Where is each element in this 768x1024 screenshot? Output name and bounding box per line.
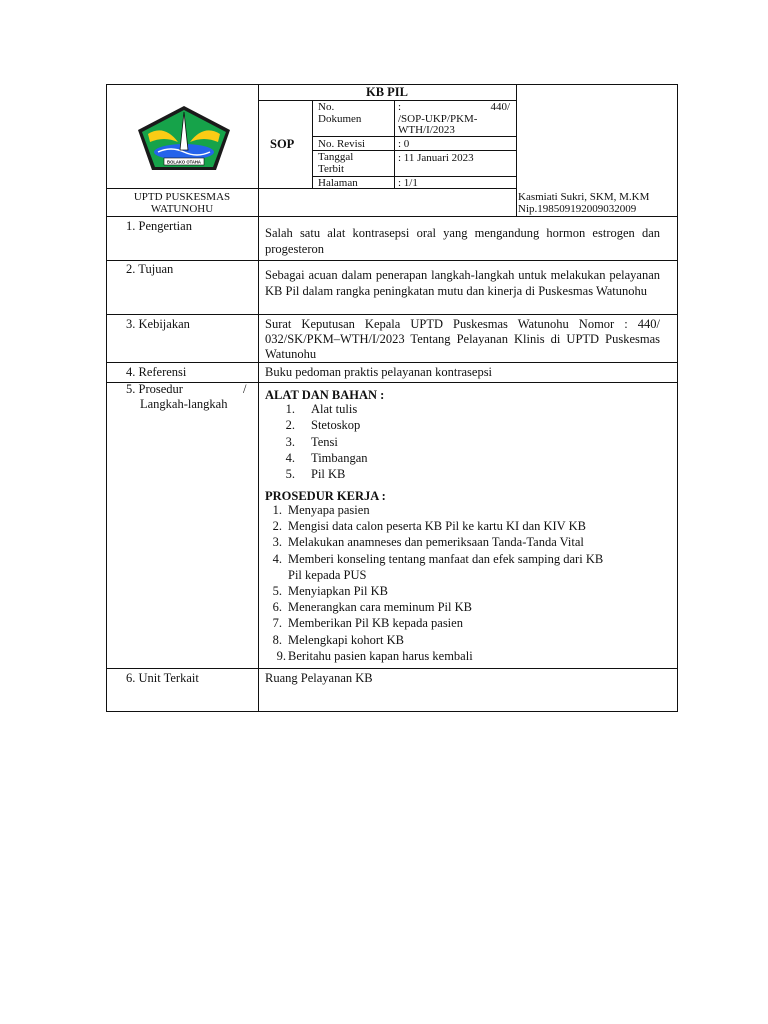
list-text: Pil KB (311, 467, 346, 482)
prosedur-kerja-heading: PROSEDUR KERJA : (265, 489, 386, 503)
divider (312, 100, 313, 188)
divider (394, 100, 395, 188)
list-item (265, 402, 645, 418)
document-title: KB PIL (365, 85, 409, 99)
list-item (265, 616, 660, 632)
list-item (265, 435, 645, 451)
section-label-referensi: 4. Referensi (126, 365, 187, 379)
section-label-tujuan: 2. Tujuan (126, 262, 174, 276)
tanggal-label: Terbit (318, 163, 345, 175)
list-number: 1. (285, 402, 295, 416)
doc-no-colon: : (398, 101, 402, 113)
org-name: WATUNOHU (150, 203, 214, 215)
divider (106, 188, 258, 189)
prosedur-kerja-list (265, 503, 660, 665)
list-item (265, 519, 660, 535)
list-text: Memberi konseling tentang manfaat dan efek samping dari KB (288, 551, 604, 566)
list-text: Menyiapkan Pil KB (288, 583, 388, 598)
section-text-referensi: Buku pedoman praktis pelayanan kontrasepsi (265, 365, 493, 379)
list-item (265, 633, 660, 649)
list-text: Stetoskop (311, 418, 361, 433)
section-label-prosedur: Langkah-langkah (140, 397, 228, 411)
list-item (265, 503, 660, 519)
list-number: 2. (285, 418, 295, 433)
section-label-prosedur-slash: / (243, 382, 247, 396)
divider (312, 136, 516, 137)
section-label-unit-terkait: 6. Unit Terkait (126, 671, 199, 685)
section-text-pengertian: Salah satu alat kontrasepsi oral yang mengandung hormon estrogen dan progesteron (265, 226, 660, 256)
org-name: UPTD PUSKESMAS (133, 191, 231, 203)
puskesmas-logo (134, 102, 234, 174)
list-text: Melengkapi kohort KB (288, 632, 404, 647)
section-text-tujuan: Sebagai acuan dalam penerapan langkah-langkah untuk melakukan pelayanan KB Pil dalam rangka peningkatan mutu dan kinerja di Puskesmas Watunohu (265, 268, 660, 298)
list-item (265, 535, 660, 551)
doc-no-label: Dokumen (318, 113, 362, 125)
tanggal-value: : 11 Januari 2023 (398, 152, 474, 164)
list-number: 5. (285, 467, 295, 482)
sop-label: SOP (270, 137, 295, 151)
list-number: 8. (272, 632, 282, 647)
list-text: Tensi (311, 434, 338, 449)
list-item (265, 600, 660, 616)
list-item (265, 552, 660, 584)
list-number: 3. (285, 434, 295, 449)
list-text-continued: Pil kepada PUS (288, 567, 367, 582)
alat-bahan-heading: ALAT DAN BAHAN : (265, 388, 385, 402)
divider (106, 260, 678, 261)
list-item (265, 584, 660, 600)
tanggal-label: Tanggal (318, 151, 354, 163)
halaman-label: Halaman (318, 177, 358, 189)
section-text-unit-terkait: Ruang Pelayanan KB (265, 671, 373, 685)
list-number: 5. (272, 583, 282, 598)
section-label-pengertian: 1. Pengertian (126, 219, 192, 233)
list-text: Mengisi data calon peserta KB Pil ke kartu KI dan KIV KB (288, 519, 586, 534)
divider (106, 382, 678, 383)
doc-no-value: /SOP-UKP/PKM- (398, 113, 478, 125)
doc-no-value: 440/ (490, 101, 510, 113)
doc-no-value: WTH/I/2023 (398, 124, 455, 136)
signatory-nip: Nip.198509192009032009 (518, 203, 637, 215)
list-number: 6. (272, 600, 282, 615)
divider (106, 314, 678, 315)
list-text: Memberikan Pil KB kepada pasien (288, 616, 463, 631)
list-number: 1. (272, 503, 282, 517)
list-text: Alat tulis (311, 402, 358, 416)
revisi-value: : 0 (398, 138, 410, 150)
list-item (265, 418, 645, 434)
list-text: Timbangan (311, 450, 368, 465)
section-text-kebijakan: Surat Keputusan Kepala UPTD Puskesmas Watunohu Nomor : 440/ 032/SK/PKM–WTH/I/2023 Tentang Pelayanan Klinis di UPTD Puskesmas Watunohu (265, 317, 660, 361)
list-number: 2. (272, 519, 282, 534)
alat-bahan-list (265, 402, 645, 483)
divider (106, 362, 678, 363)
section-label-prosedur: 5. Prosedur (126, 382, 183, 396)
list-item (265, 467, 645, 483)
list-number: 4. (272, 551, 282, 566)
halaman-value: : 1/1 (398, 177, 418, 189)
divider (258, 188, 516, 189)
revisi-label: No. Revisi (318, 138, 366, 150)
list-number: 7. (272, 616, 282, 631)
list-number: 4. (285, 450, 295, 465)
signatory-name: Kasmiati Sukri, SKM, M.KM (518, 191, 650, 203)
list-text: Menyapa pasien (288, 503, 370, 517)
list-item (265, 649, 660, 665)
list-item (265, 451, 645, 467)
divider (106, 668, 678, 669)
doc-no-label: No. (318, 101, 335, 113)
divider (258, 84, 259, 712)
divider (106, 216, 678, 217)
section-label-kebijakan: 3. Kebijakan (126, 317, 190, 331)
list-text: Menerangkan cara meminum Pil KB (288, 600, 472, 615)
list-number: 9. (276, 648, 286, 663)
list-number: 3. (272, 535, 282, 550)
list-text: Beritahu pasien kapan harus kembali (288, 648, 473, 663)
divider (516, 84, 517, 216)
logo-banner-text: BOLAKO OTAHA (167, 159, 201, 165)
list-text: Melakukan anamneses dan pemeriksaan Tanda-Tanda Vital (288, 535, 584, 550)
